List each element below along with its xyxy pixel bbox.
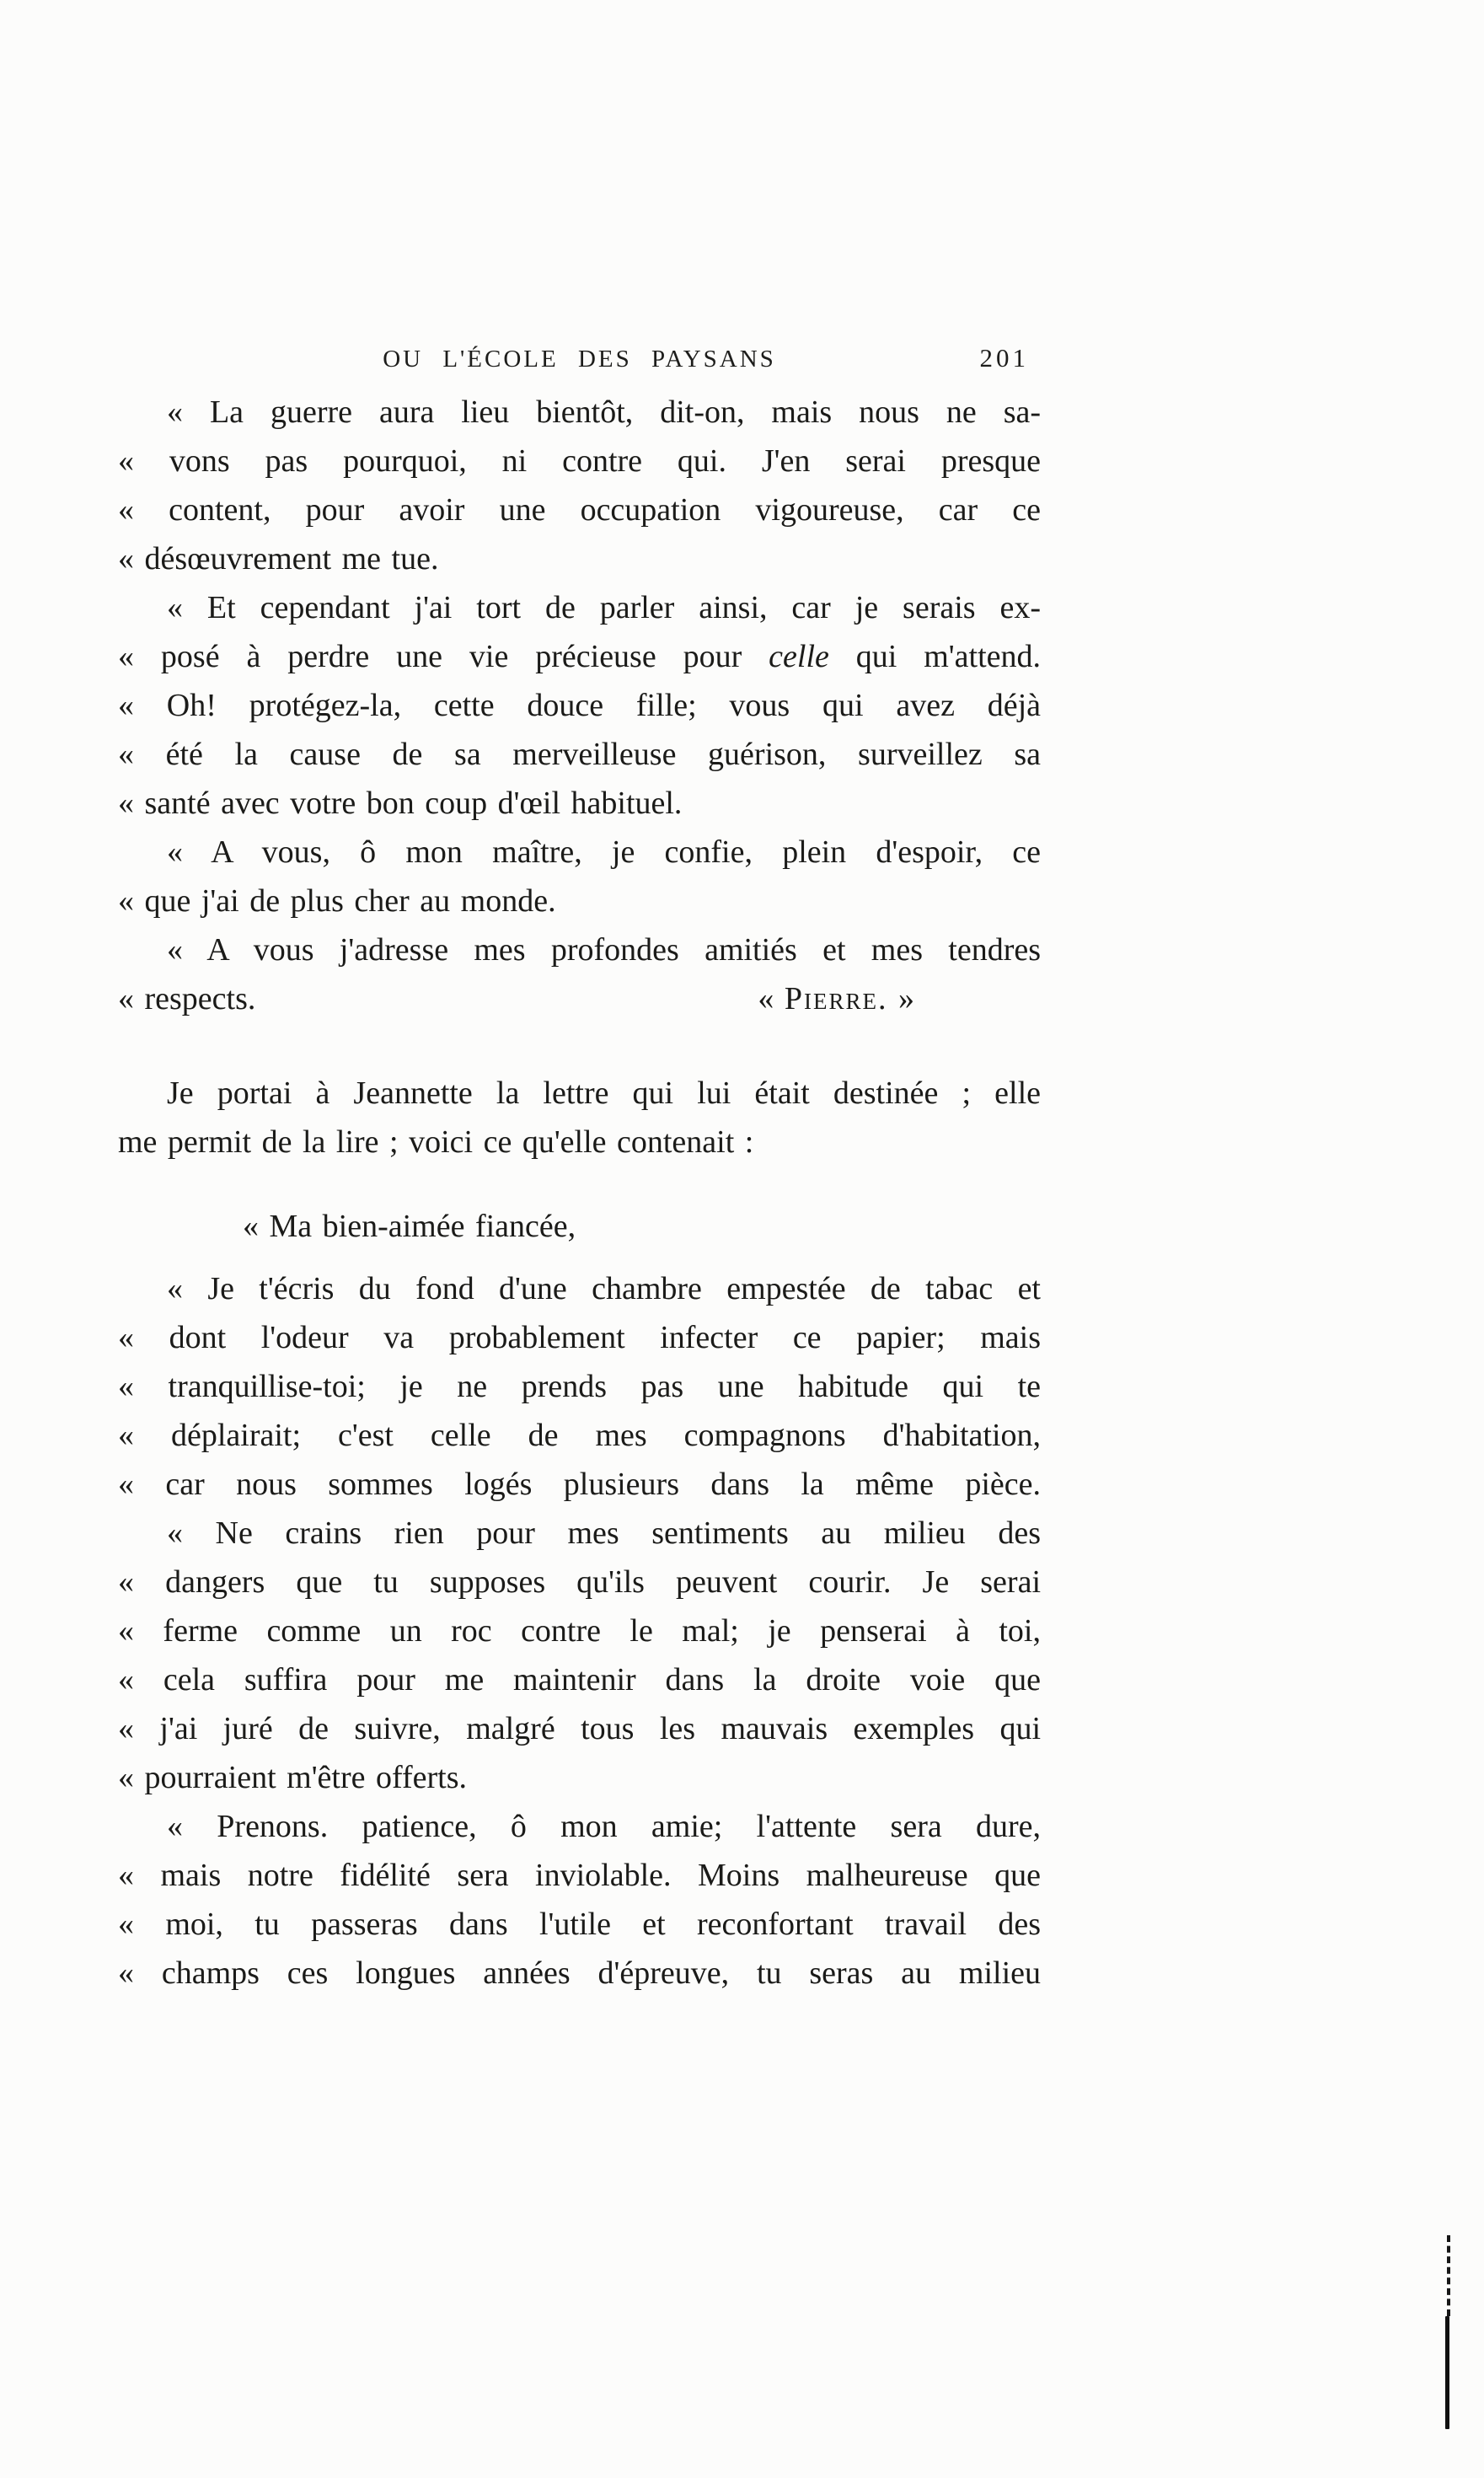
guillemet: «	[118, 443, 134, 479]
guillemet: «	[118, 1320, 134, 1355]
text-line	[118, 877, 1041, 925]
text-line	[118, 1802, 1041, 1851]
text-line	[118, 1460, 1041, 1509]
guillemet: «	[118, 1955, 134, 1991]
line-text: A vous j'adresse mes profondes amitiés et mes tendres	[206, 932, 1042, 968]
respects-text	[118, 974, 255, 1023]
line-text: moi, tu passeras dans l'utile et reconfortant travail des	[165, 1907, 1042, 1942]
line-text: La guerre aura lieu bientôt, dit-on, mais nous ne sa-	[209, 394, 1042, 430]
line-text: qui m'attend.	[828, 639, 1041, 674]
line-text: me permit de la lire ; voici ce qu'elle contenait :	[118, 1124, 754, 1160]
guillemet: «	[118, 639, 134, 674]
text-line	[118, 681, 1041, 730]
guillemet: «	[167, 590, 183, 625]
guillemet: «	[118, 1467, 134, 1502]
guillemet: «	[167, 1515, 183, 1551]
line-text: car nous sommes logés plusieurs dans la même pièce.	[165, 1467, 1042, 1502]
text-line	[118, 1900, 1041, 1949]
text-line	[118, 925, 1041, 974]
guillemet: «	[118, 1711, 134, 1746]
signature-name: Pierre.	[784, 981, 888, 1016]
line-text: mais notre fidélité sera inviolable. Moins malheureuse que	[160, 1858, 1041, 1893]
text-line	[118, 437, 1041, 485]
guillemet-close: »	[898, 981, 914, 1016]
guillemet: «	[118, 1907, 134, 1942]
line-text: santé avec votre bon coup d'œil habituel.	[144, 786, 683, 821]
paragraph-gap	[118, 1167, 1041, 1202]
guillemet: «	[118, 1564, 134, 1600]
guillemet: «	[118, 541, 134, 577]
guillemet: «	[118, 1369, 134, 1404]
line-text: respects.	[144, 981, 256, 1016]
guillemet: «	[118, 981, 134, 1016]
guillemet: «	[118, 1418, 134, 1453]
text-line	[118, 1851, 1041, 1900]
text-line	[118, 534, 1041, 583]
salutation-line	[118, 1202, 1041, 1251]
guillemet: «	[118, 1662, 134, 1698]
line-text: content, pour avoir une occupation vigoureuse, car ce	[169, 492, 1041, 528]
italic-word: celle	[769, 639, 829, 674]
line-text: ferme comme un roc contre le mal; je penserai à toi,	[163, 1613, 1041, 1649]
signature-line	[118, 974, 1041, 1023]
line-text: A vous, ô mon maître, je confie, plein d'espoir, ce	[211, 834, 1042, 870]
line-text: dangers que tu supposes qu'ils peuvent courir. Je serai	[165, 1564, 1041, 1600]
running-head	[118, 343, 1041, 383]
line-text: pourraient m'être offerts.	[144, 1760, 467, 1795]
text-line	[118, 1753, 1041, 1802]
guillemet: «	[167, 394, 183, 430]
text-line	[118, 1509, 1041, 1558]
line-text: Ma bien-aimée fiancée,	[269, 1209, 576, 1244]
text-line	[118, 1606, 1041, 1655]
text-line	[118, 730, 1041, 779]
text-line	[118, 1411, 1041, 1460]
text-line	[118, 632, 1041, 681]
guillemet: «	[243, 1209, 259, 1244]
guillemet: «	[167, 1271, 183, 1306]
text-line	[118, 828, 1041, 877]
scan-artifact-solid-line	[1445, 2316, 1449, 2429]
page-number: 201	[979, 343, 1029, 373]
text-line	[118, 1118, 1041, 1167]
paragraph-gap	[118, 1023, 1041, 1069]
line-text: Et cependant j'ai tort de parler ainsi, car je serais ex-	[206, 590, 1042, 625]
line-text: champs ces longues années d'épreuve, tu seras au milieu	[161, 1955, 1042, 1991]
text-line	[118, 1313, 1041, 1362]
line-text: désœuvrement me tue.	[144, 541, 439, 577]
line-text: déplairait; c'est celle de mes compagnons d'habitation,	[170, 1418, 1041, 1453]
line-text: cela suffira pour me maintenir dans la droite voie que	[163, 1662, 1042, 1698]
guillemet: «	[758, 981, 774, 1016]
text-line	[118, 1362, 1041, 1411]
text-line	[118, 583, 1041, 632]
line-text: posé à perdre une vie précieuse pour	[160, 639, 769, 674]
guillemet: «	[118, 737, 134, 772]
line-text: que j'ai de plus cher au monde.	[144, 883, 556, 919]
text-line	[118, 388, 1041, 437]
text-line	[118, 1704, 1041, 1753]
guillemet: «	[167, 834, 183, 870]
text-line	[118, 1655, 1041, 1704]
line-text: Je portai à Jeannette la lettre qui lui était destinée ; elle	[167, 1075, 1041, 1111]
text-line	[118, 1264, 1041, 1313]
line-text: dont l'odeur va probablement infecter ce papier; mais	[169, 1320, 1041, 1355]
line-text: Ne crains rien pour mes sentiments au milieu des	[215, 1515, 1041, 1551]
text-line	[118, 1069, 1041, 1118]
text-line	[118, 485, 1041, 534]
guillemet: «	[118, 1858, 134, 1893]
line-text: tranquillise-toi; je ne prends pas une habitude qui te	[168, 1369, 1041, 1404]
running-title: OU L'ÉCOLE DES PAYSANS	[383, 346, 776, 373]
guillemet: «	[118, 1613, 134, 1649]
guillemet: «	[167, 1809, 183, 1844]
text-line	[118, 1558, 1041, 1606]
text-line	[118, 779, 1041, 828]
paragraph-gap	[118, 1251, 1041, 1264]
signature	[758, 974, 914, 1023]
scan-artifact-dashed-line	[1447, 2235, 1450, 2316]
guillemet: «	[118, 688, 134, 723]
guillemet: «	[167, 932, 183, 968]
line-text: été la cause de sa merveilleuse guérison, surveillez sa	[165, 737, 1042, 772]
line-text: Je t'écris du fond d'une chambre empestée de tabac et	[207, 1271, 1041, 1306]
guillemet: «	[118, 786, 134, 821]
text-block	[118, 388, 1041, 1998]
guillemet: «	[118, 883, 134, 919]
line-text: vons pas pourquoi, ni contre qui. J'en serai presque	[169, 443, 1041, 479]
guillemet: «	[118, 1760, 134, 1795]
line-text: Prenons. patience, ô mon amie; l'attente sera dure,	[217, 1809, 1042, 1844]
line-text: Oh! protégez-la, cette douce fille; vous qui avez déjà	[166, 688, 1042, 723]
line-text: j'ai juré de suivre, malgré tous les mauvais exemples qui	[159, 1711, 1041, 1746]
text-line	[118, 1949, 1041, 1998]
guillemet: «	[118, 492, 134, 528]
